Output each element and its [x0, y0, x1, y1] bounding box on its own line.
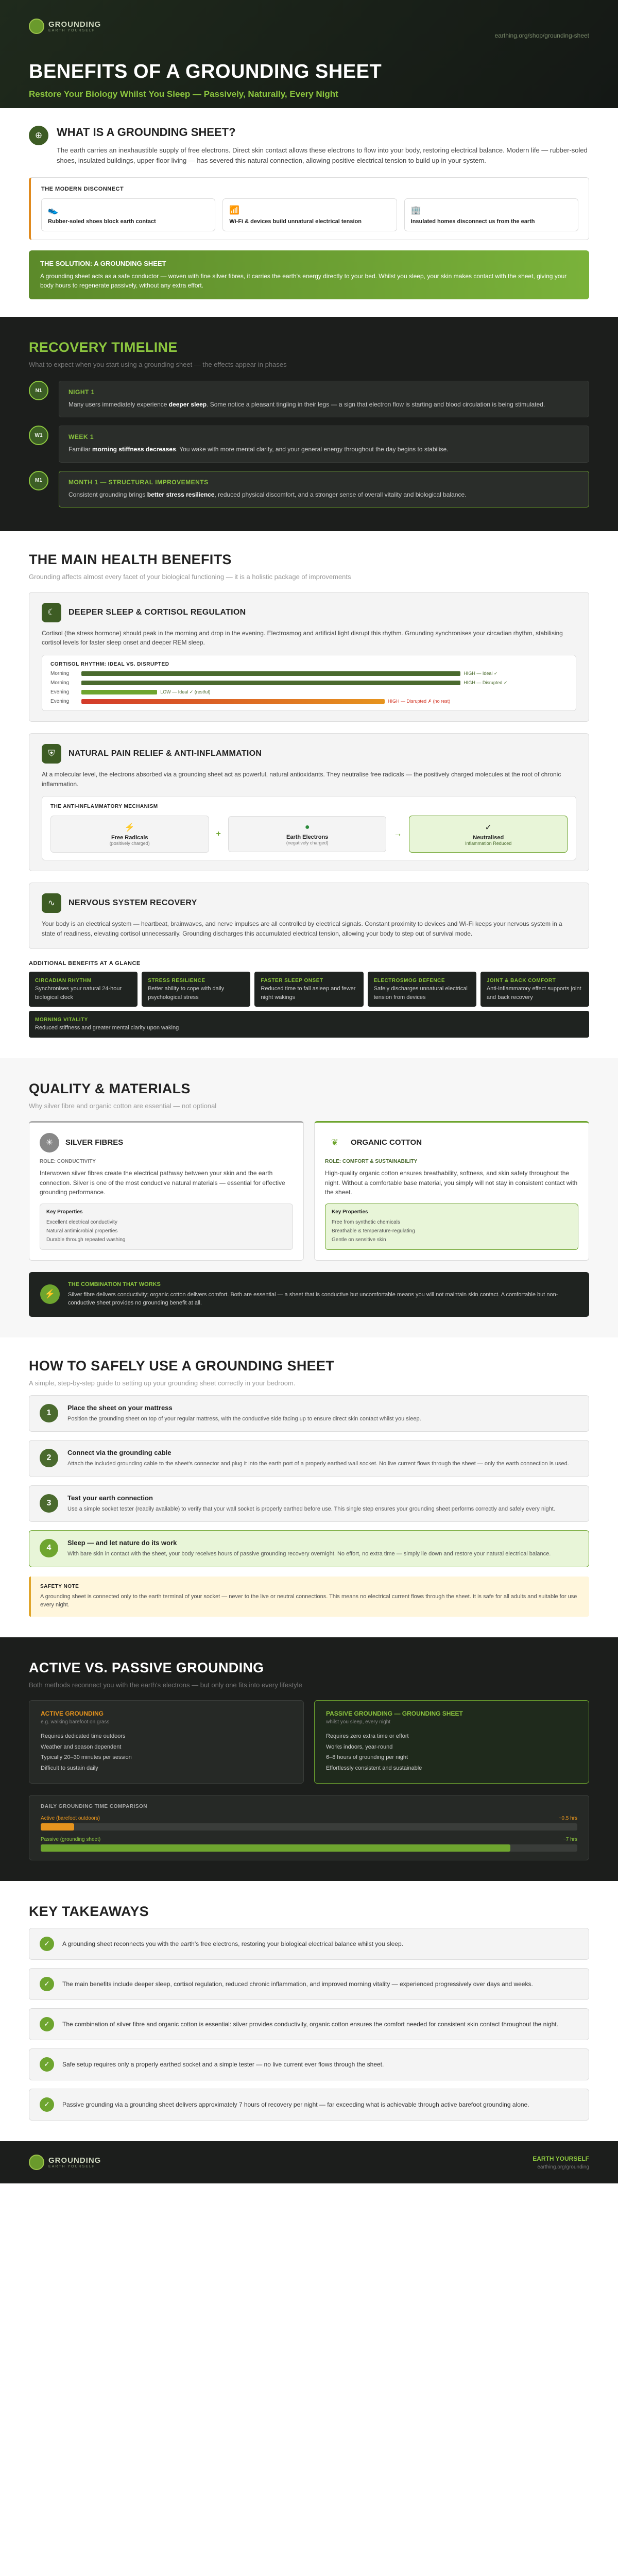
- key-properties: [325, 1204, 578, 1250]
- passive-bar-value: ~7 hrs: [562, 1837, 577, 1843]
- takeaway-item: [29, 1928, 589, 1960]
- timeline-head: NIGHT 1: [68, 388, 95, 396]
- benefit-title: NATURAL PAIN RELIEF & ANTI-INFLAMMATION: [68, 749, 262, 758]
- glance-head: ELECTROSMOG DEFENCE: [373, 978, 445, 984]
- chart-data-label: LOW — Ideal ✓ (restful): [160, 689, 211, 695]
- property-item: Breathable & temperature-regulating: [332, 1228, 415, 1234]
- footer-url[interactable]: earthing.org/grounding: [537, 2164, 589, 2170]
- sparkle-icon: ✳: [40, 1133, 59, 1153]
- what-title: WHAT IS A GROUNDING SHEET?: [57, 126, 236, 139]
- chart-category-label: Evening: [50, 689, 70, 696]
- property-item: Free from synthetic chemicals: [332, 1219, 400, 1225]
- step-card: [29, 1530, 589, 1567]
- solution-title: THE SOLUTION: A GROUNDING SHEET: [40, 260, 166, 268]
- chart-title: CORTISOL RHYTHM: IDEAL VS. DISRUPTED: [50, 662, 169, 668]
- chart-bar: [81, 681, 460, 685]
- timeline-bold: deeper sleep: [168, 401, 207, 409]
- solution-box: [29, 250, 589, 299]
- takeaway-item: [29, 2048, 589, 2080]
- benefit-body: Cortisol (the stress hormone) should peak in the morning and drop in the evening. Electrosmog and artificial light disrupt this rhythm. Grounding synchronises your circadian rhythm, stabilising cortisol levels for faster sleep onset and deeper REM sleep.: [42, 629, 563, 647]
- mech-label: Neutralised: [473, 835, 504, 841]
- combo-title: THE COMBINATION THAT WORKS: [68, 1281, 161, 1287]
- what-body: The earth carries an inexhaustible supply of free electrons. Direct skin contact allows these electrons to flow into your body, restoring electrical balance. Modern life — rubber-soled shoes, insulated buildings, upper-floor living — has severed this natural connection, allowing positive electrical tension to build up in your system.: [57, 146, 588, 165]
- check-icon: ✓: [485, 823, 492, 833]
- safety-body: A grounding sheet is connected only to the earth terminal of your socket — never to the live or neutral connections. This means no electrical current flows through the sheet. It is safe for all adults and suitable for use every night.: [40, 1593, 577, 1608]
- key-properties: [40, 1204, 293, 1250]
- arrow-right-icon: →: [393, 829, 402, 839]
- versus-title: ACTIVE VS. PASSIVE GROUNDING: [29, 1659, 264, 1675]
- step-number: 1: [40, 1404, 58, 1422]
- active-sub: e.g. walking barefoot on grass: [41, 1719, 110, 1725]
- safety-title: SAFETY NOTE: [40, 1583, 79, 1589]
- chart-category-label: Evening: [50, 699, 70, 705]
- lightning-icon: ⚡: [40, 1284, 60, 1304]
- benefit-body: Your body is an electrical system — heartbeat, brainwaves, and nerve impulses are all controlled by electrical signals. Constant proximity to devices and Wi-Fi keeps your nervous system in a state of readiness, elevating cortisol unnecessarily. Grounding discharges this accumulated electrical tension, allowing your body to step out of survival mode.: [42, 920, 562, 937]
- footer-logo[interactable]: [29, 2155, 101, 2170]
- takeaways-title: KEY TAKEAWAYS: [29, 1904, 149, 1920]
- step-body: With bare skin in contact with the sheet, your body receives hours of passive grounding recovery overnight. No effort, no extra time — simply lie down and restore your natural electrical balance.: [67, 1551, 551, 1557]
- property-item: Gentle on sensitive skin: [332, 1236, 386, 1243]
- chart-bar-row: [50, 699, 568, 704]
- footer: [0, 2141, 618, 2183]
- step-number: 3: [40, 1494, 58, 1513]
- timeline-bold: better stress resilience: [147, 490, 215, 498]
- takeaways-section: [0, 1881, 618, 2141]
- passive-item: 6–8 hours of grounding per night: [326, 1754, 408, 1761]
- passive-item: Effortlessly consistent and sustainable: [326, 1765, 422, 1772]
- passive-item: Requires zero extra time or effort: [326, 1733, 409, 1739]
- glance-head: CIRCADIAN RHYTHM: [35, 978, 92, 984]
- step-title: Sleep — and let nature do its work: [67, 1539, 177, 1547]
- chart-category-label: Morning: [50, 680, 70, 686]
- comparison-title: DAILY GROUNDING TIME COMPARISON: [41, 1804, 147, 1810]
- hero-header: [0, 0, 618, 108]
- globe-icon: [29, 19, 44, 34]
- timeline-text: , reduced physical discomfort, and a stronger sense of overall vitality and biological balance.: [214, 490, 467, 498]
- mechanism-title: THE ANTI-INFLAMMATORY MECHANISM: [50, 804, 158, 810]
- passive-card: [314, 1700, 589, 1784]
- material-body: Interwoven silver fibres create the electrical pathway between your skin and the earth connection. Silver is one of the most conductive natural materials — essential for effective grounding performance.: [40, 1169, 285, 1196]
- timeline-text: . Some notice a pleasant tingling in their legs — a sign that electron flow is starting and blood circulation is being stimulated.: [207, 401, 545, 409]
- shield-icon: ⛨: [42, 744, 61, 764]
- disconnect-label: Wi-Fi & devices build unnatural electrical tension: [229, 218, 362, 225]
- disconnect-title: THE MODERN DISCONNECT: [41, 186, 124, 193]
- active-item: Weather and season dependent: [41, 1743, 122, 1750]
- kp-title: Key Properties: [332, 1209, 368, 1215]
- glance-body: Anti-inflammatory effect supports joint and back recovery: [486, 986, 581, 1001]
- check-icon: ✓: [40, 1977, 54, 1991]
- cortisol-chart: [42, 655, 576, 711]
- passive-title: PASSIVE GROUNDING — GROUNDING SHEET: [326, 1709, 463, 1717]
- active-bar-label: Active (barefoot outdoors): [41, 1816, 100, 1822]
- glance-body: Reduced time to fall asleep and fewer night wakings: [261, 986, 356, 1001]
- what-section: [0, 108, 618, 317]
- glance-card: [254, 972, 363, 1007]
- glance-head: MORNING VITALITY: [35, 1017, 88, 1023]
- cotton-card: [314, 1121, 589, 1261]
- glance-card: [480, 972, 589, 1007]
- active-card: [29, 1700, 304, 1784]
- leaf-icon: ❦: [325, 1133, 345, 1153]
- check-icon: ✓: [40, 2017, 54, 2031]
- quality-section: [0, 1058, 618, 1337]
- benefit-pain: [29, 733, 589, 871]
- takeaway-text: The combination of silver fibre and organic cotton is essential: silver provides conductivity, organic cotton ensures the comfort needed for consistent skin contact throughout the night.: [62, 2020, 558, 2028]
- pulse-icon: ∿: [42, 893, 61, 913]
- takeaway-text: Passive grounding via a grounding sheet delivers approximately 7 hours of recovery per night — far exceeding what is achievable through active barefoot grounding alone.: [62, 2100, 529, 2108]
- disconnect-card: [404, 198, 578, 231]
- chart-category-label: Morning: [50, 671, 70, 677]
- mech-label: Earth Electrons: [286, 834, 329, 841]
- timeline-text: Many users immediately experience: [68, 401, 169, 409]
- chart-data-label: HIGH — Ideal ✓: [464, 671, 498, 676]
- step-number: 4: [40, 1539, 58, 1557]
- quality-title: QUALITY & MATERIALS: [29, 1080, 191, 1096]
- chart-bar: [81, 699, 385, 704]
- material-body: High-quality organic cotton ensures breathability, softness, and skin safety throughout the night. Without a comfortable base material, you simply will not stay in consistent contact with the sheet.: [325, 1169, 578, 1196]
- active-title: ACTIVE GROUNDING: [41, 1709, 104, 1717]
- takeaway-text: Safe setup requires only a properly earthed socket and a simple tester — no live current ever flows through the sheet.: [62, 2060, 384, 2068]
- glance-body: Safely discharges unnatural electrical tension from devices: [373, 986, 468, 1001]
- kp-title: Key Properties: [46, 1209, 83, 1215]
- mechanism-box: [42, 796, 576, 860]
- globe-icon: ⊕: [29, 126, 48, 145]
- howto-subtitle: A simple, step-by-step guide to setting up your grounding sheet correctly in your bedroom.: [29, 1379, 296, 1387]
- brand-tagline: EARTH YOURSELF: [48, 29, 96, 32]
- wifi-icon: 📶: [229, 206, 240, 215]
- timeline-dot: N1: [29, 381, 48, 400]
- step-body: Use a simple socket tester (readily available) to verify that your wall socket is properly earthed before use. This single step ensures your grounding sheet performs correctly and safely every night.: [67, 1505, 555, 1512]
- glance-head: JOINT & BACK COMFORT: [486, 978, 556, 984]
- glance-body: Synchronises your natural 24-hour biological clock: [35, 986, 122, 1001]
- takeaway-item: [29, 2008, 589, 2040]
- glance-head: FASTER SLEEP ONSET: [261, 978, 323, 984]
- material-role: ROLE: COMFORT & SUSTAINABILITY: [325, 1158, 418, 1164]
- material-title: ORGANIC COTTON: [351, 1138, 422, 1147]
- brand-tagline: EARTH YOURSELF: [48, 2165, 96, 2169]
- material-role: ROLE: CONDUCTIVITY: [40, 1158, 96, 1164]
- mech-sub: (positively charged): [109, 841, 150, 846]
- timeline-head: WEEK 1: [68, 433, 94, 441]
- glance-head: STRESS RESILIENCE: [148, 978, 205, 984]
- building-icon: 🏢: [410, 206, 421, 215]
- timeline-text: . You wake with more mental clarity, and your general energy throughout the day begins to stabilise.: [176, 446, 449, 453]
- benefits-title: THE MAIN HEALTH BENEFITS: [29, 551, 232, 567]
- moon-icon: ☾: [42, 603, 61, 622]
- timeline-dot: W1: [29, 426, 48, 445]
- benefits-subtitle: Grounding affects almost every facet of your biological functioning — it is a holistic package of improvements: [29, 572, 351, 581]
- step-number: 2: [40, 1449, 58, 1467]
- page-subtitle: Restore Your Biology Whilst You Sleep — Passively, Naturally, Every Night: [29, 89, 338, 99]
- howto-section: [0, 1337, 618, 1637]
- benefit-body: At a molecular level, the electrons absorbed via a grounding sheet act as powerful, natural antioxidants. They neutralise free radicals — the positively charged molecules at the root of chronic inflammation.: [42, 771, 561, 788]
- timeline-dot: M1: [29, 471, 48, 490]
- brand-name: GROUNDING: [48, 20, 101, 29]
- timeline-subtitle: What to expect when you start using a grounding sheet — the effects appear in phases: [29, 361, 287, 369]
- check-icon: ✓: [40, 2057, 54, 2072]
- timeline-title: RECOVERY TIMELINE: [29, 340, 178, 355]
- benefit-sleep: [29, 592, 589, 722]
- comparison-box: [29, 1795, 589, 1860]
- step-body: Position the grounding sheet on top of your regular mattress, with the conductive side facing up to ensure direct skin contact whilst you sleep.: [67, 1415, 421, 1422]
- modern-disconnect-box: [29, 177, 589, 240]
- mech-sub: (negatively charged): [286, 840, 329, 846]
- glance-body: Reduced stiffness and greater mental clarity upon waking: [35, 1025, 179, 1031]
- active-bar-value: ~0.5 hrs: [558, 1816, 577, 1822]
- timeline-text: Familiar: [68, 446, 93, 453]
- mech-label: Free Radicals: [111, 835, 148, 841]
- solution-body: A grounding sheet acts as a safe conductor — woven with fine silver fibres, it carries the earth's energy directly to your bed. Whilst you sleep, your skin makes contact with the sheet, giving your body hours to regenerate passively, without any extra effort.: [40, 273, 567, 290]
- timeline-item: [29, 381, 589, 417]
- step-title: Test your earth connection: [67, 1494, 153, 1502]
- timeline-item: [29, 426, 589, 462]
- combo-body: Silver fibre delivers conductivity; organic cotton delivers comfort. Both are essential — a sheet that is conductive but uncomfortable means you will not maintain skin contact. A comfortable but non-conductive sheet provides no grounding benefit at all.: [68, 1291, 558, 1307]
- chart-bar-row: [50, 689, 568, 695]
- property-item: Durable through repeated washing: [46, 1236, 126, 1243]
- passive-bar: [41, 1844, 510, 1852]
- disconnect-card: [41, 198, 215, 231]
- brand-name: GROUNDING: [48, 2156, 101, 2165]
- chart-bar-row: [50, 680, 568, 686]
- chart-bar: [81, 690, 157, 694]
- active-bar: [41, 1823, 74, 1831]
- shoe-icon: 👟: [48, 206, 58, 215]
- site-url[interactable]: earthing.org/shop/grounding-sheet: [494, 32, 589, 39]
- mech-sub: Inflammation Reduced: [465, 841, 512, 846]
- benefit-nerve: [29, 883, 589, 949]
- step-card: [29, 1440, 589, 1477]
- timeline-item: [29, 471, 589, 507]
- takeaway-text: A grounding sheet reconnects you with the earth's free electrons, restoring your biological electrical balance whilst you sleep.: [62, 1940, 403, 1947]
- step-body: Attach the included grounding cable to the sheet's connector and plug it into the earth port of a properly earthed wall socket. No live current flows through the sheet — only the earth connection is used.: [67, 1461, 569, 1467]
- disconnect-card: [222, 198, 397, 231]
- timeline-bold: morning stiffness decreases: [92, 446, 176, 453]
- glance-card: [29, 1011, 589, 1038]
- quality-subtitle: Why silver fibre and organic cotton are essential — not optional: [29, 1101, 217, 1110]
- step-card: [29, 1485, 589, 1522]
- material-title: SILVER FIBRES: [65, 1138, 124, 1147]
- active-item: Typically 20–30 minutes per session: [41, 1754, 132, 1761]
- plus-icon: +: [216, 829, 221, 839]
- takeaway-text: The main benefits include deeper sleep, cortisol regulation, reduced chronic inflammation, and improved morning vitality — experienced progressively over days and weeks.: [62, 1980, 533, 1988]
- timeline-section: [0, 317, 618, 531]
- step-title: Place the sheet on your mattress: [67, 1403, 173, 1412]
- page-title: BENEFITS OF A GROUNDING SHEET: [29, 61, 382, 82]
- glance-body: Better ability to cope with daily psychological stress: [148, 986, 225, 1001]
- check-icon: ✓: [40, 2097, 54, 2112]
- lightning-icon: ⚡: [124, 823, 135, 833]
- benefit-title: DEEPER SLEEP & CORTISOL REGULATION: [68, 607, 246, 617]
- disconnect-label: Insulated homes disconnect us from the earth: [410, 218, 535, 225]
- property-item: Excellent electrical conductivity: [46, 1219, 117, 1225]
- passive-item: Works indoors, year-round: [326, 1743, 393, 1750]
- safety-note: [29, 1577, 589, 1617]
- howto-title: HOW TO SAFELY USE A GROUNDING SHEET: [29, 1358, 335, 1374]
- passive-bar-label: Passive (grounding sheet): [41, 1837, 101, 1843]
- takeaway-item: [29, 1968, 589, 2000]
- check-icon: ✓: [40, 1937, 54, 1951]
- globe-icon: [29, 2155, 44, 2170]
- takeaway-item: [29, 2089, 589, 2121]
- chart-data-label: HIGH — Disrupted ✗ (no rest): [388, 699, 451, 704]
- active-item: Requires dedicated time outdoors: [41, 1733, 126, 1739]
- versus-section: [0, 1637, 618, 1882]
- combination-box: [29, 1272, 589, 1317]
- benefit-title: NERVOUS SYSTEM RECOVERY: [68, 899, 197, 908]
- earth-icon: ●: [304, 823, 310, 832]
- timeline-text: Consistent grounding brings: [68, 490, 147, 498]
- benefits-section: [0, 531, 618, 1058]
- step-card: [29, 1395, 589, 1432]
- timeline-head: MONTH 1 — STRUCTURAL IMPROVEMENTS: [68, 478, 209, 486]
- glance-card: [368, 972, 476, 1007]
- property-item: Natural antimicrobial properties: [46, 1228, 118, 1234]
- passive-sub: whilst you sleep, every night: [326, 1719, 391, 1725]
- silver-card: [29, 1121, 304, 1261]
- versus-subtitle: Both methods reconnect you with the earth's electrons — but only one fits into every lifestyle: [29, 1681, 302, 1689]
- step-title: Connect via the grounding cable: [67, 1449, 171, 1457]
- chart-bar: [81, 671, 460, 676]
- active-item: Difficult to sustain daily: [41, 1765, 98, 1772]
- chart-bar-row: [50, 671, 568, 676]
- footer-tagline: EARTH YOURSELF: [533, 2155, 589, 2162]
- glance-card: [142, 972, 250, 1007]
- glance-card: [29, 972, 138, 1007]
- chart-data-label: HIGH — Disrupted ✓: [464, 680, 508, 686]
- glance-title: ADDITIONAL BENEFITS AT A GLANCE: [29, 960, 141, 967]
- disconnect-label: Rubber-soled shoes block earth contact: [48, 218, 156, 225]
